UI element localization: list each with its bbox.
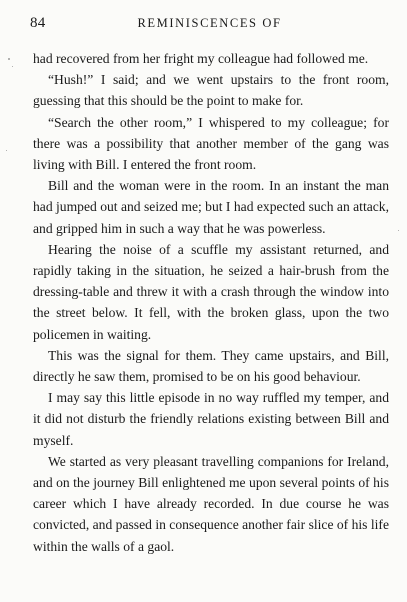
paragraph: “Hush!” I said; and we went upstairs to the front room, guessing that this should be the point to make for. — [33, 72, 389, 109]
paper-speck — [6, 150, 7, 151]
paragraph: Hearing the noise of a scuffle my assistant returned, and rapidly taking in the situation, he seized a hair-brush from the dressing-table and threw it with a crash through the window into the street below. It fell, with the broken glass, upon the two policemen in waiting. — [33, 241, 389, 342]
running-head: REMINISCENCES OF — [137, 16, 282, 30]
paper-speck — [398, 230, 399, 231]
paragraph: “Search the other room,” I whispered to my colleague; for there was a possibility that another member of the gang was living with Bill. I entered the front room. — [33, 114, 389, 173]
paper-speck — [12, 66, 13, 67]
paragraph: Bill and the woman were in the room. In an instant the man had jumped out and seized me; but I had expected such an attack, and gripped him in such a way that he was powerless. — [33, 178, 389, 236]
body-text — [33, 48, 389, 557]
paragraph: had recovered from her fright my colleague had followed me. — [33, 51, 369, 66]
paper-speck — [8, 58, 10, 60]
page-number: 84 — [30, 15, 46, 31]
paragraph: We started as very pleasant travelling companions for Ireland, and on the journey Bill enlightened me upon several points of his career which I have already recorded. In due course he was convicted, and passed in consequence another fair slice of his life within the walls of a gaol. — [33, 453, 389, 554]
page-header — [30, 15, 389, 35]
paragraph: This was the signal for them. They came upstairs, and Bill, directly he saw them, promised to be on his good behaviour. — [33, 347, 389, 385]
paragraph: I may say this little episode in no way ruffled my temper, and it did not disturb the friendly relations existing between Bill and myself. — [33, 390, 389, 448]
